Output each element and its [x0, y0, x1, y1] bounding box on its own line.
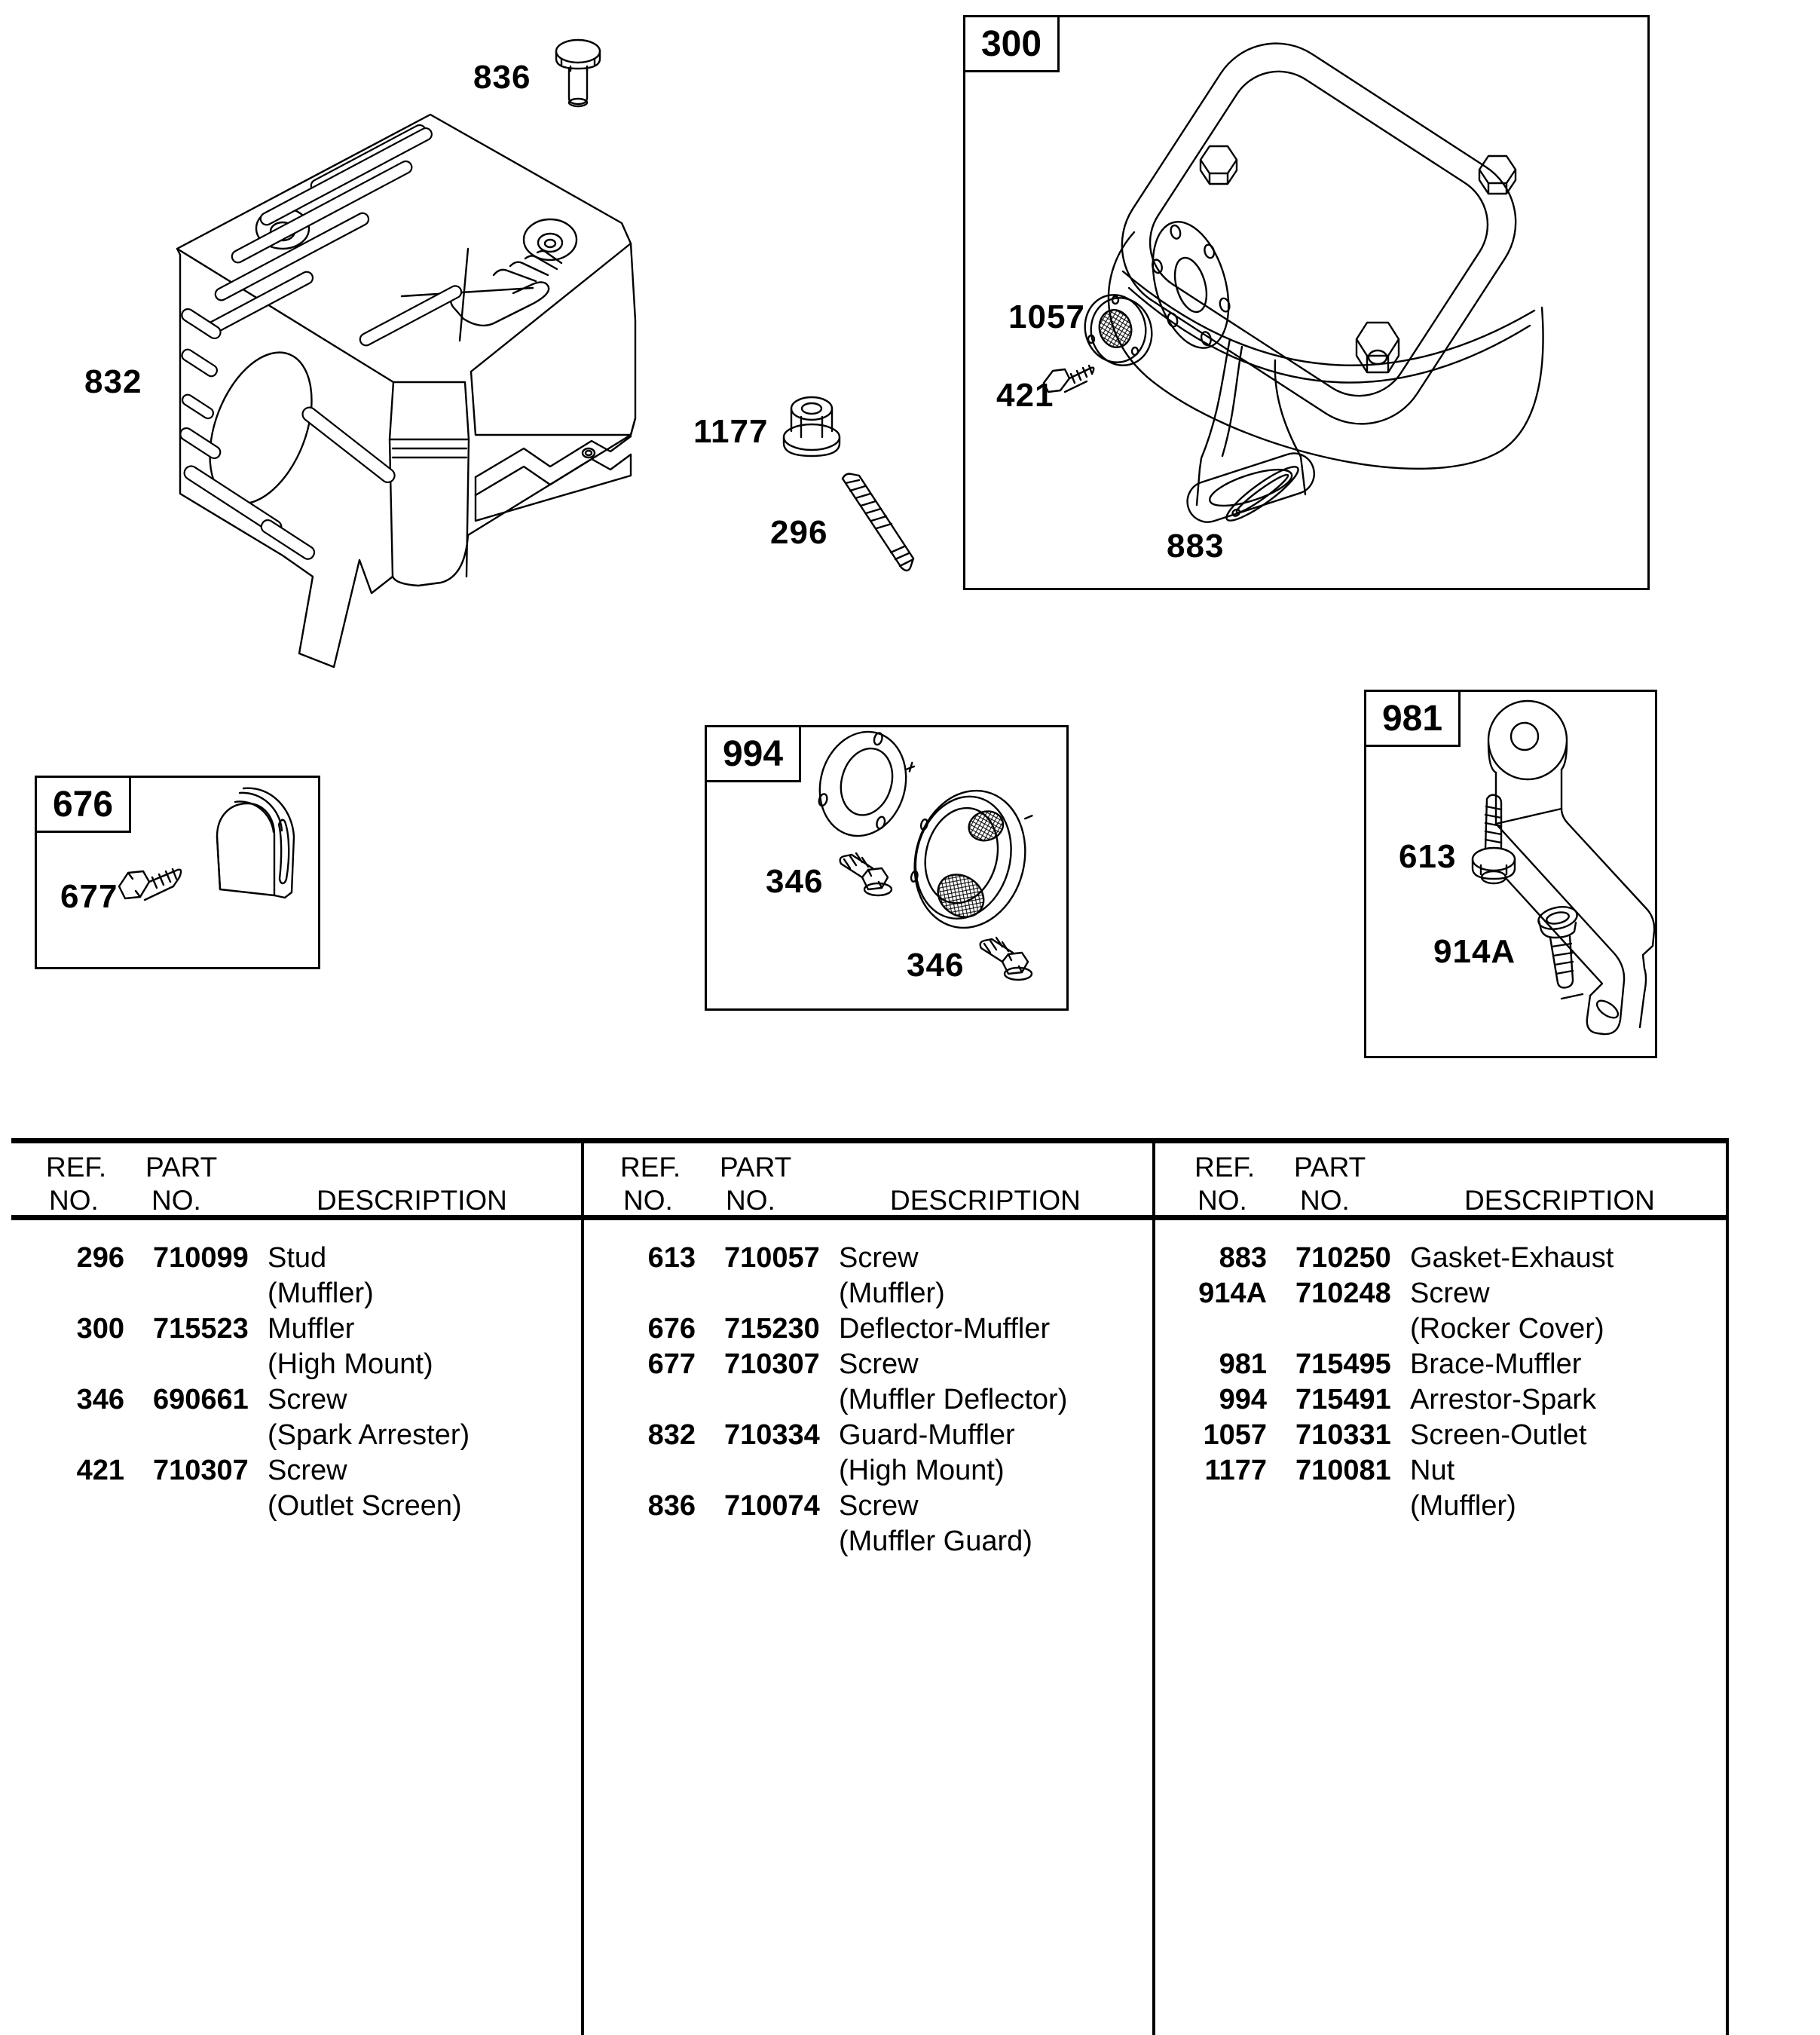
table-row [583, 1525, 1140, 1561]
part-label-836: 836 [473, 59, 531, 96]
part-no: 715230 [724, 1313, 820, 1345]
ref-no: 676 [647, 1313, 696, 1345]
part-no: 690661 [153, 1384, 249, 1415]
part-label-832: 832 [84, 363, 142, 400]
table-row [11, 1455, 569, 1490]
table-row [1154, 1455, 1711, 1490]
description: (Muffler Deflector) [839, 1384, 1068, 1415]
part-no: 710334 [724, 1419, 820, 1451]
muffler-300-drawing [1002, 45, 1628, 573]
screen-outlet-1057-icon [1078, 289, 1158, 372]
description: Screw [268, 1455, 347, 1486]
table-row [11, 1242, 569, 1278]
part-no: 715491 [1295, 1384, 1391, 1415]
part-no: 710307 [153, 1455, 249, 1486]
stud-296-icon [829, 471, 916, 588]
ref-no: 994 [1219, 1384, 1267, 1415]
header-part-1: PART [145, 1152, 218, 1183]
ref-no: 832 [647, 1419, 696, 1451]
description: Brace-Muffler [1410, 1348, 1582, 1380]
header-ref-3: REF. [1194, 1152, 1256, 1183]
table-column-1 [11, 1138, 569, 2035]
ref-no: 613 [647, 1242, 696, 1274]
header-part-3: PART [1294, 1152, 1366, 1183]
description: (High Mount) [839, 1455, 1005, 1486]
ref-no: 421 [76, 1455, 124, 1486]
part-label-1057: 1057 [1008, 298, 1085, 335]
brace-981-icon [1424, 697, 1658, 1044]
header-no-2b: NO. [726, 1185, 775, 1216]
description: Guard-Muffler [839, 1419, 1015, 1451]
ref-no: 1057 [1203, 1419, 1267, 1451]
screw-914a-icon [1534, 904, 1594, 991]
muffler-body [1109, 232, 1543, 469]
lid-nut-left [1201, 146, 1237, 184]
part-no: 710331 [1295, 1419, 1391, 1451]
part-no: 710074 [724, 1490, 820, 1522]
box-label-676: 676 [35, 776, 131, 833]
description: Screw [268, 1384, 347, 1415]
header-desc-2: DESCRIPTION [890, 1185, 1081, 1216]
description: (High Mount) [268, 1348, 433, 1380]
table-row [583, 1419, 1140, 1455]
part-label-883: 883 [1167, 528, 1225, 565]
part-label-914a: 914A [1433, 933, 1516, 970]
arrestor-screen-994-icon [908, 784, 1036, 938]
table-column-3 [1154, 1138, 1711, 2035]
table-row [11, 1278, 569, 1313]
header-no-3a: NO. [1198, 1185, 1247, 1216]
muffler-guard-832-drawing [170, 94, 644, 595]
description: Nut [1410, 1455, 1455, 1486]
description: Screw [839, 1490, 919, 1522]
table-row [11, 1348, 569, 1384]
table-column-2 [583, 1138, 1140, 2035]
box-label-981: 981 [1364, 690, 1461, 747]
box-label-994: 994 [705, 725, 801, 782]
description: Screen-Outlet [1410, 1419, 1587, 1451]
ref-no: 346 [76, 1384, 124, 1415]
header-no-3b: NO. [1300, 1185, 1350, 1216]
table-row [1154, 1313, 1711, 1348]
description: (Muffler) [839, 1278, 945, 1309]
part-label-613: 613 [1399, 838, 1457, 875]
description: Arrestor-Spark [1410, 1384, 1597, 1415]
table-body-1 [11, 1242, 569, 1525]
description: Stud [268, 1242, 327, 1274]
description: Gasket-Exhaust [1410, 1242, 1614, 1274]
deflector-676-icon [202, 782, 304, 907]
description: (Muffler) [268, 1278, 374, 1309]
ref-no: 296 [76, 1242, 124, 1274]
table-right-border [1726, 1138, 1729, 2035]
part-no: 710250 [1295, 1242, 1391, 1274]
table-body-3 [1154, 1242, 1711, 1525]
table-row [583, 1490, 1140, 1525]
table-row [11, 1384, 569, 1419]
header-ref-2: REF. [620, 1152, 681, 1183]
description: Muffler [268, 1313, 355, 1345]
table-row [583, 1242, 1140, 1278]
header-desc-3: DESCRIPTION [1464, 1185, 1655, 1216]
header-desc-1: DESCRIPTION [317, 1185, 507, 1216]
screw-346-upper-icon [835, 850, 903, 899]
part-label-346-lower: 346 [907, 947, 965, 984]
description: (Spark Arrester) [268, 1419, 470, 1451]
part-no: 710081 [1295, 1455, 1391, 1486]
header-no-1a: NO. [49, 1185, 99, 1216]
part-label-296: 296 [770, 514, 828, 551]
table-body-2 [583, 1242, 1140, 1561]
part-label-1177: 1177 [693, 413, 769, 450]
table-row [583, 1455, 1140, 1490]
muffler-lid [1097, 18, 1541, 449]
ref-no: 1177 [1204, 1455, 1267, 1486]
ref-no: 883 [1219, 1242, 1267, 1274]
part-no: 710307 [724, 1348, 820, 1380]
table-row [1154, 1242, 1711, 1278]
exhaust-pipe [1182, 339, 1320, 528]
description: Screw [1410, 1278, 1490, 1309]
part-label-677: 677 [60, 878, 118, 915]
description: (Rocker Cover) [1410, 1313, 1604, 1345]
header-no-1b: NO. [151, 1185, 201, 1216]
flange-nut-1177-icon [780, 392, 844, 464]
description: (Outlet Screen) [268, 1490, 462, 1522]
description: Screw [839, 1348, 919, 1380]
part-no: 710099 [153, 1242, 249, 1274]
part-label-421: 421 [996, 377, 1054, 414]
box-label-300: 300 [963, 15, 1060, 72]
description: (Muffler Guard) [839, 1525, 1032, 1557]
header-part-2: PART [720, 1152, 792, 1183]
guard-top-slots [203, 123, 463, 347]
description: (Muffler) [1410, 1490, 1516, 1522]
ref-no: 300 [76, 1313, 124, 1345]
arrestor-ring-994-icon [814, 727, 916, 844]
ref-no: 677 [647, 1348, 696, 1380]
part-no: 715495 [1295, 1348, 1391, 1380]
table-row [1154, 1384, 1711, 1419]
part-no: 715523 [153, 1313, 249, 1345]
screw-677-icon [113, 861, 185, 913]
ref-no: 981 [1219, 1348, 1267, 1380]
table-row [1154, 1419, 1711, 1455]
screw-346-lower-icon [975, 935, 1043, 984]
table-row [1154, 1278, 1711, 1313]
table-row [583, 1278, 1140, 1313]
header-ref-1: REF. [46, 1152, 107, 1183]
header-no-2a: NO. [623, 1185, 673, 1216]
exhaust-gasket-883-icon [1221, 460, 1303, 527]
screw-613-icon [1471, 790, 1518, 903]
table-row [1154, 1348, 1711, 1384]
table-row [1154, 1490, 1711, 1525]
table-row [11, 1490, 569, 1525]
front-hex-fitting [1357, 323, 1399, 372]
part-no: 710248 [1295, 1278, 1391, 1309]
table-row [583, 1348, 1140, 1384]
part-label-346-upper: 346 [766, 863, 824, 900]
lid-nut-right [1479, 156, 1516, 194]
description: Screw [839, 1242, 919, 1274]
table-row [583, 1313, 1140, 1348]
table-row [11, 1419, 569, 1455]
ref-no: 914A [1198, 1278, 1267, 1309]
part-no: 710057 [724, 1242, 820, 1274]
description: Deflector-Muffler [839, 1313, 1051, 1345]
screw-421-icon [1044, 366, 1094, 392]
no-touch-hand-icon [402, 249, 561, 341]
table-row [583, 1384, 1140, 1419]
table-row [11, 1313, 569, 1348]
ref-no: 836 [647, 1490, 696, 1522]
